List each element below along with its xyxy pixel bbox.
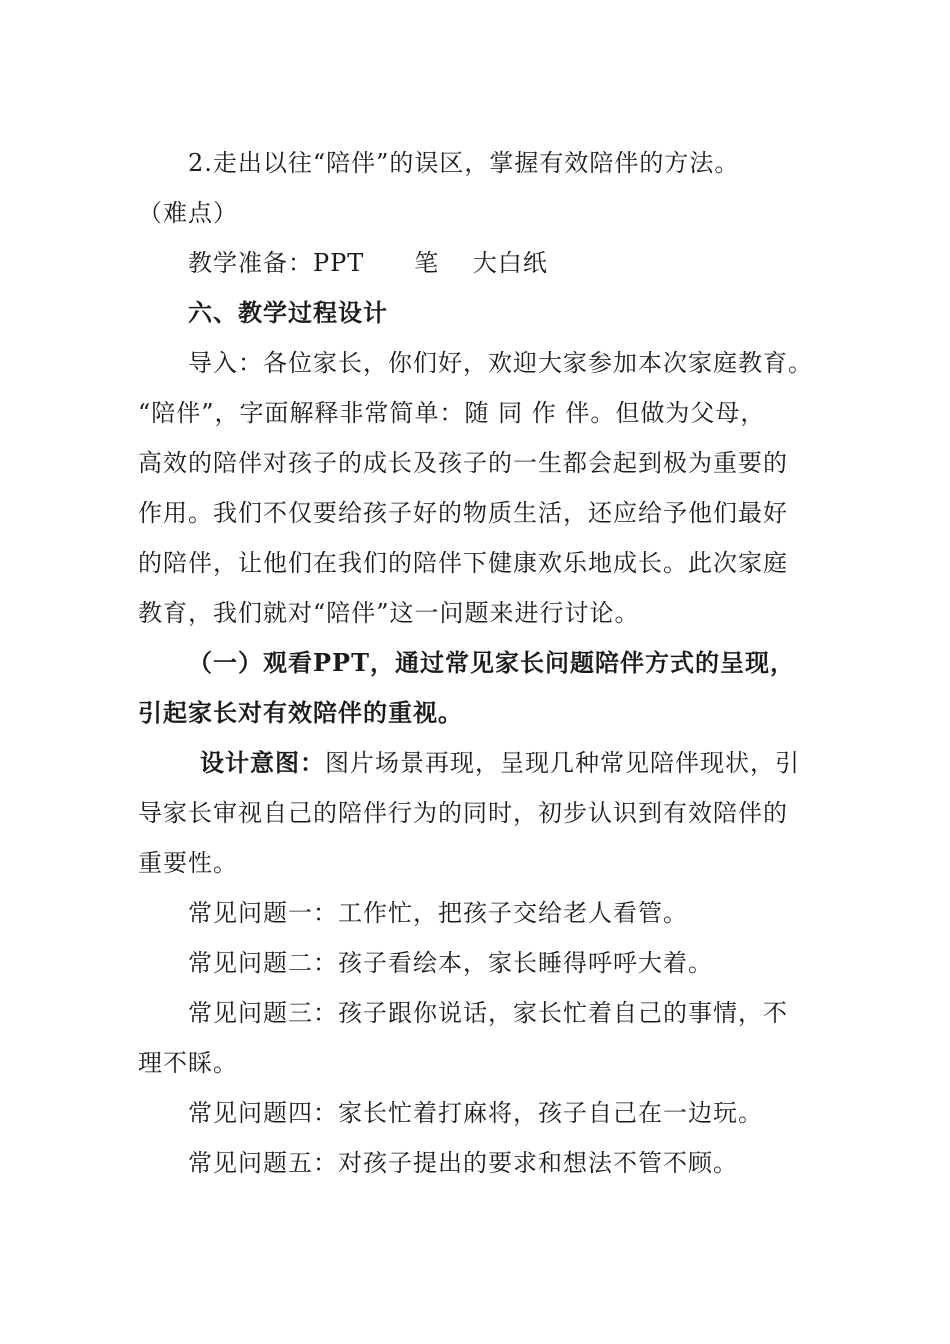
common-problem-3-cont: 理不睬。 <box>138 1049 238 1077</box>
section-heading-process: 六、教学过程设计 <box>188 298 388 327</box>
paragraph-design-intent-2: 导家长审视自己的陪伴行为的同时，初步认识到有效陪伴的 <box>138 799 788 827</box>
paragraph-intro-6: 教育，我们就对“陪伴”这一问题来进行讨论。 <box>138 599 640 627</box>
paragraph-design-intent-1 <box>200 746 828 780</box>
paragraph-intro-2: “陪伴”，字面解释非常简单：随 同 作 伴。但做为父母， <box>138 399 766 427</box>
subsection-heading-1: （一）观看PPT，通过常见家长问题陪伴方式的呈现， <box>188 648 795 677</box>
paragraph-teaching-prep: 教学准备：PPT 笔 大白纸 <box>188 249 548 277</box>
common-problem-2: 常见问题二：孩子看绘本，家长睡得呼呼大着。 <box>188 949 713 977</box>
paragraph-intro-5: 的陪伴，让他们在我们的陪伴下健康欢乐地成长。此次家庭 <box>138 549 788 577</box>
subsection-heading-1-cont: 引起家长对有效陪伴的重视。 <box>138 698 463 727</box>
paragraph-intro-3: 高效的陪伴对孩子的成长及孩子的一生都会起到极为重要的 <box>138 449 788 477</box>
common-problem-5: 常见问题五：对孩子提出的要求和想法不管不顾。 <box>188 1149 738 1177</box>
common-problem-3: 常见问题三：孩子跟你说话，家长忙着自己的事情，不 <box>188 999 788 1027</box>
paragraph-difficulty-note: （难点） <box>138 199 238 227</box>
design-intent-text: 图片场景再现，呈现几种常见陪伴现状，引 <box>325 749 800 777</box>
common-problem-4: 常见问题四：家长忙着打麻将，孩子自己在一边玩。 <box>188 1099 763 1127</box>
paragraph-objective-2: 2.走出以往“陪伴”的误区，掌握有效陪伴的方法。 <box>188 149 740 177</box>
common-problem-1: 常见问题一：工作忙，把孩子交给老人看管。 <box>188 899 688 927</box>
paragraph-design-intent-3: 重要性。 <box>138 849 238 877</box>
paragraph-intro-4: 作用。我们不仅要给孩子好的物质生活，还应给予他们最好 <box>138 499 788 527</box>
design-intent-label: 设计意图： <box>200 748 325 777</box>
paragraph-intro-1: 导入：各位家长，你们好，欢迎大家参加本次家庭教育。 <box>188 349 813 377</box>
